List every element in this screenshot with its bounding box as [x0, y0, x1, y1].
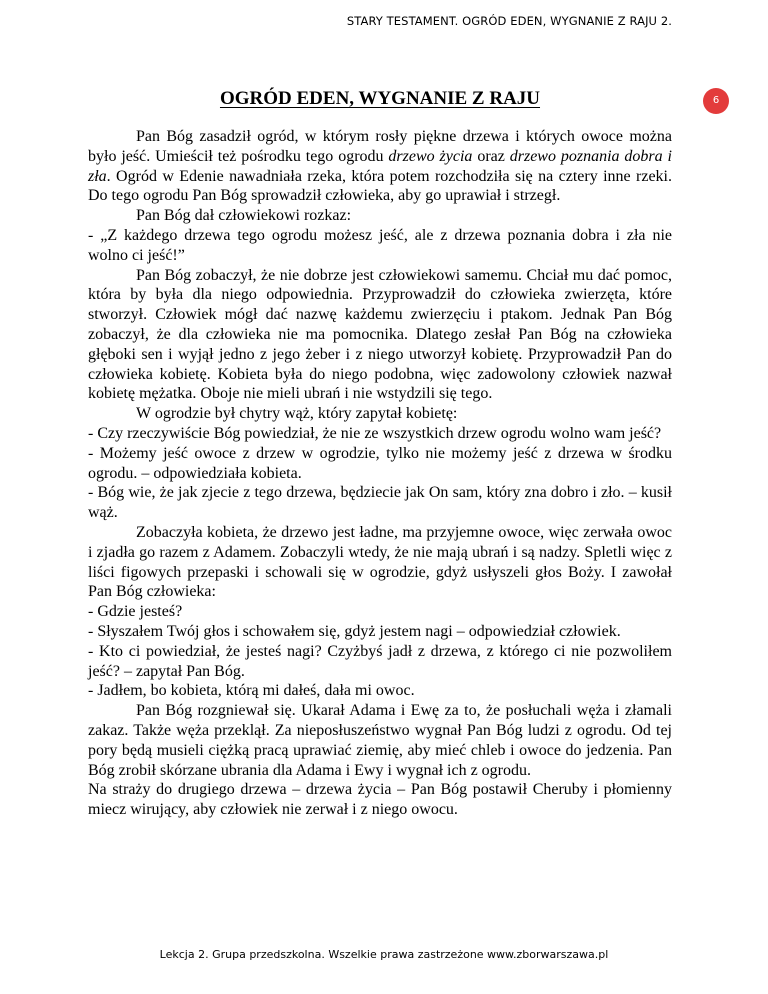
paragraph	[88, 127, 672, 206]
dialogue-line: - Bóg wie, że jak zjecie z tego drzewa, będziecie jak On sam, który zna dobro i zło. – kusił wąż.	[88, 484, 672, 522]
paragraph-text: . Ogród w Edenie nawadniała rzeka, która potem rozchodziła się na cztery inne rzeki. Do tego ogrodu Pan Bóg sprowadził człowieka, aby go uprawiał i strzegł.	[88, 167, 672, 205]
paragraph: Pan Bóg dał człowiekowi rozkaz:	[136, 207, 352, 225]
running-header: STARY TESTAMENT. OGRÓD EDEN, WYGNANIE Z RAJU 2.	[346, 14, 672, 28]
paragraph: Pan Bóg rozgniewał się. Ukarał Adama i Ewę za to, że posłuchali węża i złamali zakaz. Także węża przeklął. Za nieposłuszeństwo wygnał Pan Bóg ludzi z ogrodu. Od tej pory będą musieli ciężką pracą uprawiać ziemię, aby mieć chleb i owoce do jedzenia. Pan Bóg zrobił skórzane ubrania dla Adama i Ewy i wygnał ich z ogrodu.	[88, 702, 672, 779]
tree-of-knowledge-term: drzewo poznania dobra i zła	[88, 147, 672, 185]
dialogue-line: - „Z każdego drzewa tego ogrodu możesz jeść, ale z drzewa poznania dobra i zła nie wolno ci jeść!”	[88, 226, 672, 264]
dialogue-line: - Jadłem, bo kobieta, którą mi dałeś, dała mi owoc.	[88, 682, 415, 700]
dialogue-line: - Gdzie jesteś?	[88, 603, 183, 621]
paragraph: Na straży do drugiego drzewa – drzewa życia – Pan Bóg postawił Cheruby i płomienny miecz wirujący, aby człowiek nie zerwał i z niego owocu.	[88, 781, 672, 819]
dialogue-line: - Możemy jeść owoce z drzew w ogrodzie, tylko nie możemy jeść z drzewa w środku ogrodu. – odpowiedziała kobieta.	[88, 444, 672, 482]
paragraph: Pan Bóg zobaczył, że nie dobrze jest człowiekowi samemu. Chciał mu dać pomoc, która by była dla niego odpowiednia. Przyprowadził do człowieka zwierzęta, które stworzył. Człowiek mógł dać nazwę każdemu zwierzęciu i ptakom. Jednak Pan Bóg zobaczył, że dla człowieka nie ma pomocnika. Dlatego zesłał Pan Bóg na człowieka głęboki sen i wyjął jedno z jego żeber i z niego utworzył kobietę. Przyprowadził Pan do człowieka kobietę. Kobieta była do niego podobna, więc zadowolony człowiek nazwał kobietę mężatka. Oboje nie mieli ubrań i nie wstydzili się tego.	[88, 266, 672, 403]
page-footer: Lekcja 2. Grupa przedszkolna. Wszelkie prawa zastrzeżone www.zborwarszawa.pl	[159, 948, 609, 961]
dialogue-line: - Kto ci powiedział, że jesteś nagi? Czyżbyś jadł z drzewa, z którego ci nie pozwoliłem jeść? – zapytał Pan Bóg.	[88, 642, 672, 680]
paragraph: Zobaczyła kobieta, że drzewo jest ładne, ma przyjemne owoce, więc zerwała owoc i zjadła go razem z Adamem. Zobaczyli wtedy, że nie mają ubrań i są nadzy. Spletli więc z liści figowych przepaski i schowali się w ogrodzie, gdyż usłyszeli głos Boży. I zawołał Pan Bóg człowieka:	[88, 523, 672, 601]
tree-of-life-term: drzewo życia	[388, 147, 473, 165]
paragraph-text: Pan Bóg zasadził ogród, w którym rosły piękne drzewa i których owoce można było jeść. Umieścił też pośrodku tego ogrodu	[88, 128, 672, 165]
dialogue-line: - Czy rzeczywiście Bóg powiedział, że nie ze wszystkich drzew ogrodu wolno wam jeść?	[88, 424, 662, 442]
story-body	[88, 127, 672, 820]
page-title: OGRÓD EDEN, WYGNANIE Z RAJU	[219, 88, 541, 109]
page-number-badge: 6	[703, 88, 729, 114]
paragraph-text: oraz	[472, 147, 510, 165]
dialogue-line: - Słyszałem Twój głos i schowałem się, gdyż jestem nagi – odpowiedział człowiek.	[88, 622, 621, 640]
paragraph: W ogrodzie był chytry wąż, który zapytał kobietę:	[136, 405, 458, 423]
